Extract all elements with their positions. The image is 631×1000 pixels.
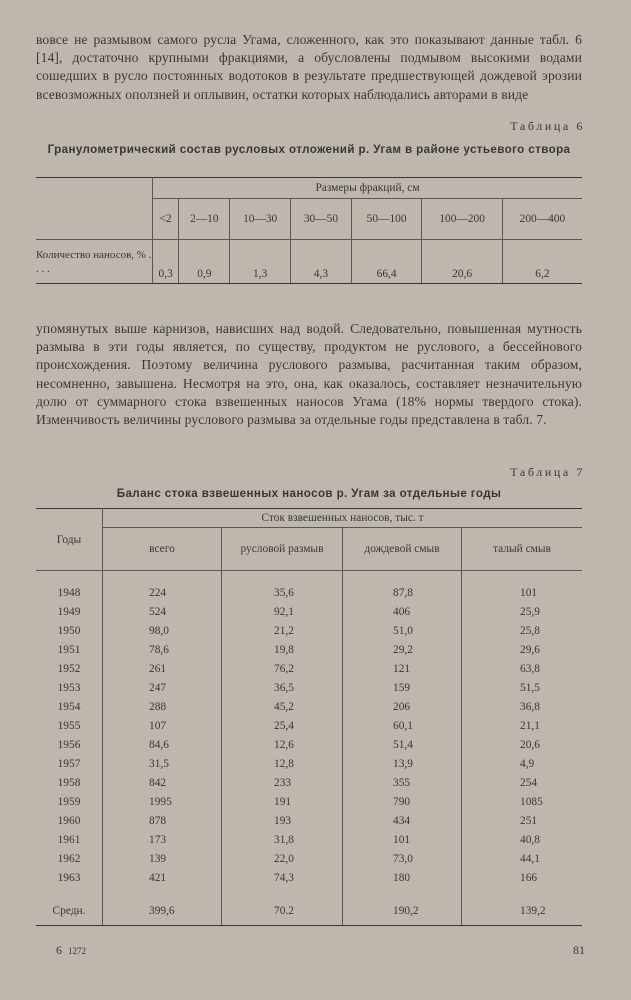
- table7-row: [36, 716, 582, 735]
- table7-cell: 51,4: [343, 735, 462, 754]
- table7-cell: 44,1: [520, 852, 540, 865]
- table7-cell: 4,9: [520, 757, 535, 770]
- table7-year-cell: 1951: [36, 640, 103, 659]
- footer-signature: [56, 943, 86, 958]
- table7-column-header: дождевой смыв: [343, 528, 462, 571]
- table6-column-header: 200—400: [502, 199, 582, 240]
- table7-average-row: [36, 887, 582, 917]
- table7-cell: 139,2: [520, 905, 546, 917]
- paragraph-top: вовсе не размывом самого русла Угама, сложенного, как это показывают данные табл. 6 [14], достаточно крупными фракциями, а обусловлены подмывом высокими водами сошедших в русло постоянных водотоков в результате предшествующей дождевой эрозии всевозможных оползней и оплывин, остатки которых наблюдались авторами в виде: [36, 32, 582, 102]
- table7-cell: 74,3: [222, 868, 343, 887]
- table7-cell: 193: [222, 811, 343, 830]
- table7-cell: 421: [103, 868, 222, 887]
- table7-cell: 51,0: [343, 621, 462, 640]
- table7-cell: 261: [103, 659, 222, 678]
- table6-cell: 0,9: [179, 240, 230, 284]
- table7-cell: 434: [343, 811, 462, 830]
- table7-row: [36, 640, 582, 659]
- table7-row: [36, 659, 582, 678]
- table7-cell: 29,6: [520, 643, 540, 656]
- table7-row: [36, 697, 582, 716]
- table7-year-cell: 1956: [36, 735, 103, 754]
- table6-group-header: Размеры фракций, см: [153, 178, 583, 199]
- table7-year-cell: 1948: [36, 583, 103, 602]
- table7-column-header: всего: [103, 528, 222, 571]
- table7-cell: 29,2: [343, 640, 462, 659]
- table7-year-cell: 1961: [36, 830, 103, 849]
- table7-cell: 84,6: [103, 735, 222, 754]
- table7-column-header: талый смыв: [462, 528, 583, 571]
- table7-cell: 40,8: [520, 833, 540, 846]
- table7-cell: 31,8: [222, 830, 343, 849]
- table7-year-cell: 1958: [36, 773, 103, 792]
- table7-cell: 254: [520, 776, 538, 789]
- table7-cell: 399,6: [103, 887, 222, 917]
- table7-cell: 190,2: [343, 887, 462, 917]
- table7-cell: 101: [343, 830, 462, 849]
- table6-column-header: 2—10: [179, 199, 230, 240]
- table7-cell: 60,1: [343, 716, 462, 735]
- table7-cell: 13,9: [343, 754, 462, 773]
- table7-cell: 22,0: [222, 849, 343, 868]
- table7-body: [36, 583, 582, 887]
- table7-cell: 139: [103, 849, 222, 868]
- table7-cell: 173: [103, 830, 222, 849]
- table7-cell: 355: [343, 773, 462, 792]
- table7-row: [36, 868, 582, 887]
- table7-year-cell: 1963: [36, 868, 103, 887]
- table7-cell: 12,8: [222, 754, 343, 773]
- table7-cell: 76,2: [222, 659, 343, 678]
- table7-cell: 21,1: [520, 719, 540, 732]
- table7-cell: 35,6: [222, 583, 343, 602]
- table7-row: [36, 849, 582, 868]
- table7-row: [36, 602, 582, 621]
- table7-cell: 87,8: [343, 583, 462, 602]
- table7-year-cell: 1962: [36, 849, 103, 868]
- footer-sheet-number: 6: [56, 943, 62, 957]
- table7-cell: 206: [343, 697, 462, 716]
- table6-cell: 6,2: [502, 240, 582, 284]
- table7-year-cell: 1952: [36, 659, 103, 678]
- table6-cell: 1,3: [230, 240, 291, 284]
- table7-row: [36, 735, 582, 754]
- table6-title: Гранулометрический состав русловых отложений р. Угам в районе устьевого створа: [47, 143, 571, 156]
- table6: [36, 177, 582, 284]
- table7-year-cell: 1955: [36, 716, 103, 735]
- table6-cell: 4,3: [291, 240, 352, 284]
- table6-column-header: 10—30: [230, 199, 291, 240]
- table6-cell: 20,6: [422, 240, 502, 284]
- table7-cell: 224: [103, 583, 222, 602]
- table7-year-cell: 1957: [36, 754, 103, 773]
- table7-title: Баланс стока взвешенных наносов р. Угам за отдельные годы: [116, 487, 502, 500]
- table6-column-header: 50—100: [351, 199, 422, 240]
- table7-cell: 1995: [103, 792, 222, 811]
- table7-year-cell: 1959: [36, 792, 103, 811]
- table7-row: [36, 621, 582, 640]
- table7-cell: 159: [343, 678, 462, 697]
- table7-row: [36, 792, 582, 811]
- table6-column-header: 30—50: [291, 199, 352, 240]
- table6-cell: 0,3: [153, 240, 179, 284]
- table7-cell: 25,4: [222, 716, 343, 735]
- table7-cell: 842: [103, 773, 222, 792]
- table7-cell: 31,5: [103, 754, 222, 773]
- table7-cell: 36,5: [222, 678, 343, 697]
- table7-row: [36, 811, 582, 830]
- table7-cell: 78,6: [103, 640, 222, 659]
- table7-cell: 70.2: [222, 887, 343, 917]
- table7-cell: 21,2: [222, 621, 343, 640]
- table6-column-header: 100—200: [422, 199, 502, 240]
- table7-cell: 1085: [520, 795, 543, 808]
- table7-label: Таблица 7: [510, 465, 585, 479]
- table7-group-header: Сток взвешенных наносов, тыс. т: [103, 509, 583, 528]
- table7-cell: 288: [103, 697, 222, 716]
- table7-cell: 180: [343, 868, 462, 887]
- table7-column-header: русловой размыв: [222, 528, 343, 571]
- table7-cell: 20,6: [520, 738, 540, 751]
- table7-cell: 524: [103, 602, 222, 621]
- table7-cell: 25,9: [520, 605, 540, 618]
- table7-cell: 12,6: [222, 735, 343, 754]
- page-number: 81: [573, 943, 585, 957]
- table7-cell: 878: [103, 811, 222, 830]
- table7-cell: 166: [520, 871, 538, 884]
- table7-years-header: Годы: [36, 509, 103, 571]
- table7-cell: 73,0: [343, 849, 462, 868]
- table7-cell: 98,0: [103, 621, 222, 640]
- table7-cell: 790: [343, 792, 462, 811]
- table7-cell: 25,8: [520, 624, 540, 637]
- table7-cell: 247: [103, 678, 222, 697]
- table7-cell: 19,8: [222, 640, 343, 659]
- table7-cell: 191: [222, 792, 343, 811]
- table7-row: [36, 678, 582, 697]
- table7-year-cell: 1950: [36, 621, 103, 640]
- table7-cell: 251: [520, 814, 538, 827]
- table7-cell: 406: [343, 602, 462, 621]
- table7-cell: 51,5: [520, 681, 540, 694]
- table7-cell: 36,8: [520, 700, 540, 713]
- table6-corner-cell: [36, 178, 153, 240]
- table7-cell: 121: [343, 659, 462, 678]
- table7-cell: 233: [222, 773, 343, 792]
- table7-row: [36, 583, 582, 602]
- table7-cell: 107: [103, 716, 222, 735]
- table7-row: [36, 830, 582, 849]
- table7-cell: 45,2: [222, 697, 343, 716]
- table7-cell: 101: [520, 586, 538, 599]
- table7: [36, 508, 582, 926]
- table6-cell: 66,4: [351, 240, 422, 284]
- table7-cell: 63,8: [520, 662, 540, 675]
- table7-row: [36, 773, 582, 792]
- table7-year-cell: 1949: [36, 602, 103, 621]
- table6-column-header: <2: [153, 199, 179, 240]
- table7-cell: 92,1: [222, 602, 343, 621]
- table6-label: Таблица 6: [510, 119, 585, 133]
- table7-year-cell: 1954: [36, 697, 103, 716]
- table7-average-label: Средн.: [36, 887, 103, 917]
- table7-row: [36, 754, 582, 773]
- table7-year-cell: 1953: [36, 678, 103, 697]
- paragraph-middle: упомянутых выше карнизов, нависших над водой. Следовательно, повышенная мутность размыва в эти годы является, по существу, продуктом не руслового, а бессейнового происхождения. Поэтому величина руслового размыва, расчитанная таким образом, несомненно, завышена. Несмотря на это, она, как оказалось, составляет незначительную долю от суммарного стока взвешенных наносов Угама (18% нормы твердого стока). Изменчивость величины руслового размыва за отдельные годы представлена в табл. 7.: [36, 321, 582, 428]
- table6-row-label: Количество наносов, % . . . .: [36, 240, 153, 284]
- footer-sheet-code: 1272: [68, 946, 86, 956]
- table7-year-cell: 1960: [36, 811, 103, 830]
